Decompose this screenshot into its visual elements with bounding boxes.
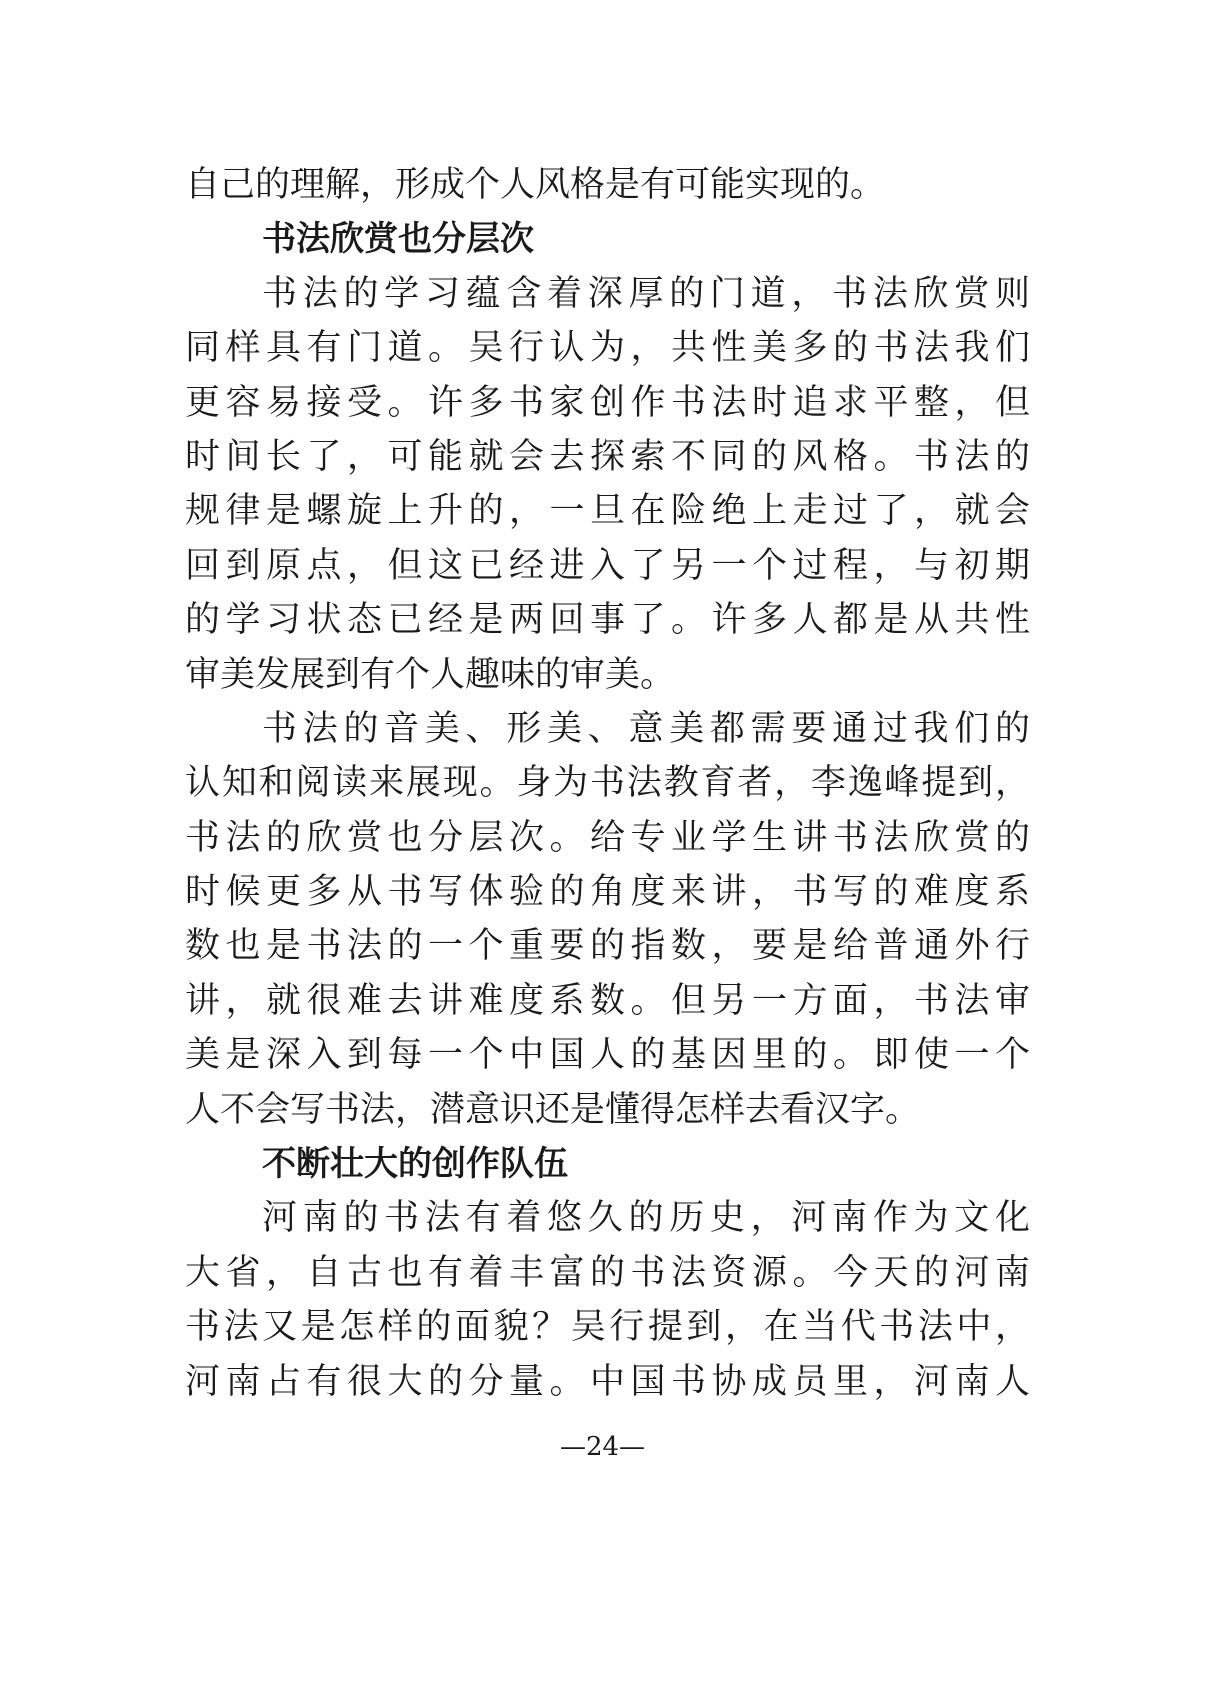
text-line: 书法的学习蕴含着深厚的门道，书法欣赏则 <box>262 273 1030 314</box>
article-text <box>185 158 1030 1409</box>
text-line: 规律是螺旋上升的，一旦在险绝上走过了，就会 <box>185 491 1030 532</box>
text-line: 更容易接受。许多书家创作书法时追求平整，但 <box>185 382 1030 423</box>
text-line: 审美发展到有个人趣味的审美。 <box>185 654 676 695</box>
text-line: 认知和阅读来展现。身为书法教育者，李逸峰提到， <box>185 763 1030 804</box>
text-line: 书法的音美、形美、意美都需要通过我们的 <box>262 708 1030 749</box>
text-line: 美是深入到每一个中国人的基因里的。即使一个 <box>185 1035 1030 1076</box>
text-line: 书法又是怎样的面貌？吴行提到，在当代书法中， <box>185 1307 1030 1348</box>
text-line: 书法的欣赏也分层次。给专业学生讲书法欣赏的 <box>185 817 1030 858</box>
text-line: 河南的书法有着悠久的历史，河南作为文化 <box>262 1198 1030 1239</box>
text-line: 时间长了，可能就会去探索不同的风格。书法的 <box>185 436 1030 477</box>
text-line: 数也是书法的一个重要的指数，要是给普通外行 <box>185 926 1030 967</box>
text-line: 讲，就很难去讲难度系数。但另一方面，书法审 <box>185 980 1030 1021</box>
text-line: 的学习状态已经是两回事了。许多人都是从共性 <box>185 600 1030 641</box>
text-line: 大省，自古也有着丰富的书法资源。今天的河南 <box>185 1252 1030 1293</box>
text-line: 时候更多从书写体验的角度来讲，书写的难度系 <box>185 872 1030 913</box>
text-line: 河南占有很大的分量。中国书协成员里，河南人 <box>185 1361 1030 1402</box>
text-line: 回到原点，但这已经进入了另一个过程，与初期 <box>185 545 1030 586</box>
section-heading: 不断壮大的创作队伍 <box>262 1144 568 1185</box>
text-line: 人不会写书法，潜意识还是懂得怎样去看汉字。 <box>185 1089 921 1130</box>
text-line: 同样具有门道。吴行认为，共性美多的书法我们 <box>185 328 1030 369</box>
page-number: —24— <box>559 1432 646 1462</box>
section-heading: 书法欣赏也分层次 <box>262 219 534 260</box>
text-line: 自己的理解，形成个人风格是有可能实现的。 <box>185 165 886 205</box>
